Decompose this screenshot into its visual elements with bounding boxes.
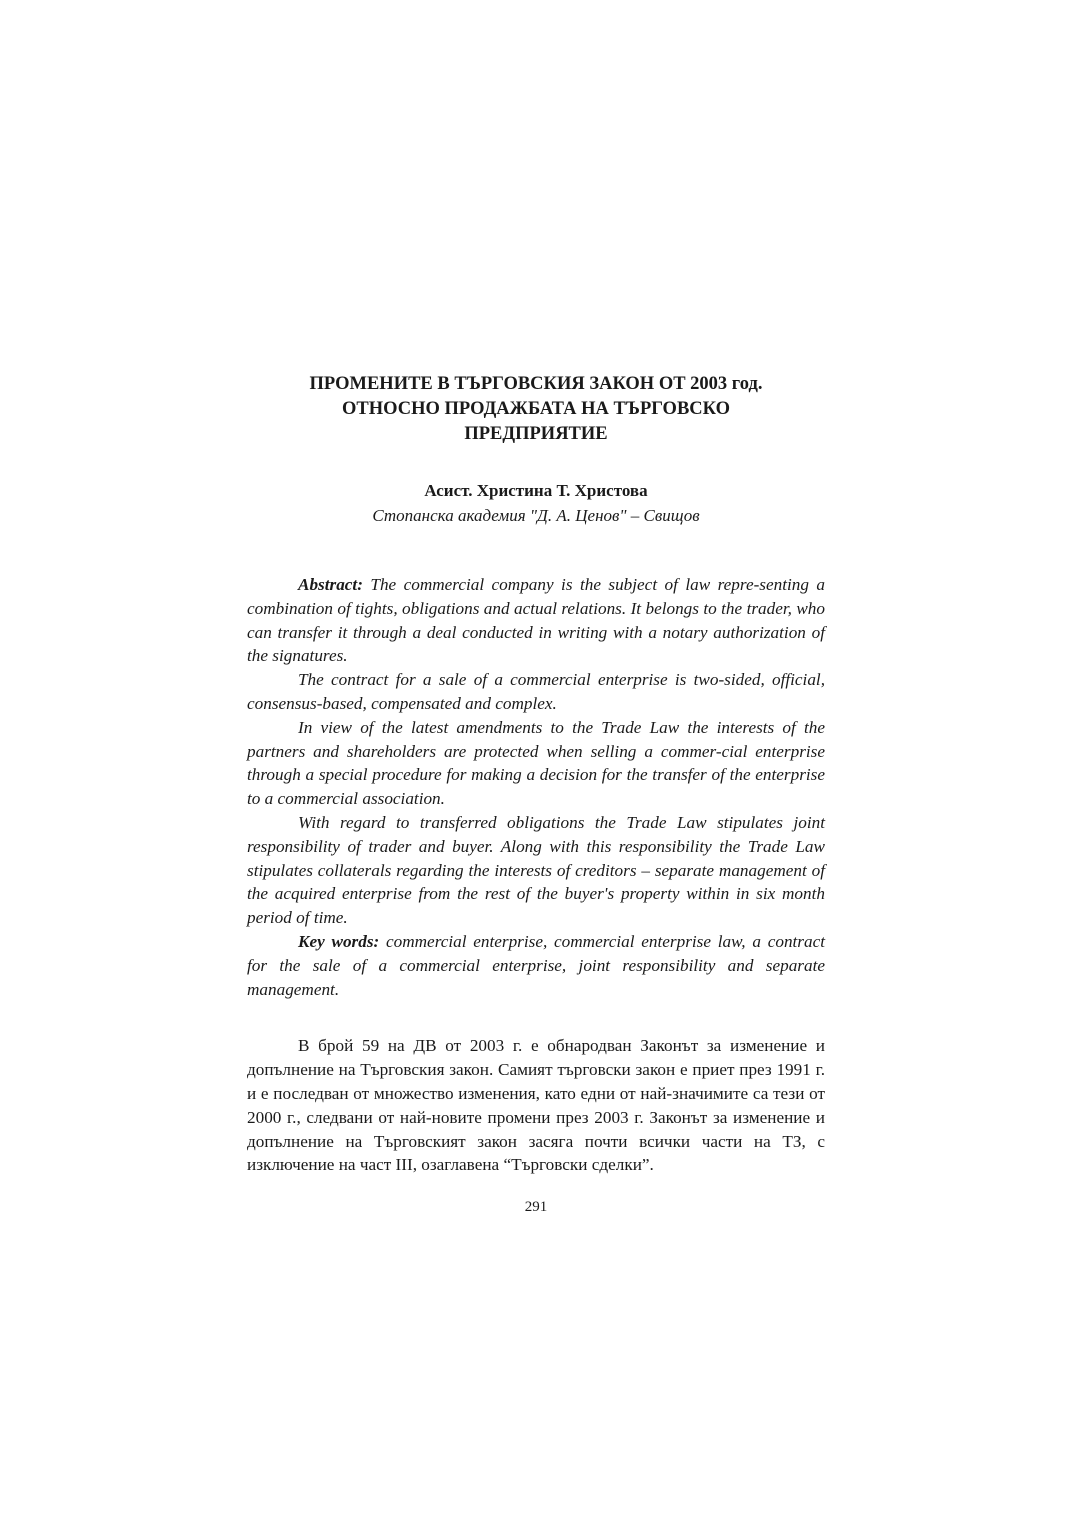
body-paragraph: В брой 59 на ДВ от 2003 г. е обнародван Законът за изменение и допълнение на Търговския закон. Самият търговски закон е приет през 1991 г. и е последван от множество изменения, като едни от най-значимите са тези от 2000 г., следвани от най-новите промени през 2003 г. Законът за изменение и допълнение на Търговският закон засяга почти всички части на ТЗ, с изключение на част III, озаглавена “Търговски сделки”. [247, 1036, 825, 1175]
page-content [247, 372, 825, 1177]
author-name: Асист. Христина Т. Христова [424, 481, 648, 500]
abstract-label: Abstract: [298, 575, 363, 594]
author-block [247, 477, 825, 528]
paper-title [247, 372, 825, 447]
keywords-label: Key words: [298, 931, 380, 951]
body-text [247, 1034, 825, 1177]
abstract-paragraph: The contract for a sale of a commercial enterprise is two-sided, official, consensus-based, compensated and complex. [247, 670, 825, 713]
abstract-text: The commercial company is the subject of law repre-senting a combination of tights, obligations and actual relations. It belongs to the trader, who can transfer it through a deal conducted in writing with a notary authorization of the signatures. [247, 575, 825, 666]
title-line-3: ПРЕДПРИЯТИЕ [464, 424, 608, 444]
keywords-text: commercial enterprise, commercial enterprise law, a contract for the sale of a commercial enterprise, joint responsibility and separate management. [247, 931, 825, 999]
page-number: 291 [524, 1199, 548, 1215]
keywords-paragraph [247, 930, 825, 1001]
title-line-2: ОТНОСНО ПРОДАЖБАТА НА ТЪРГОВСКО [342, 399, 730, 419]
abstract-paragraph [247, 573, 825, 668]
abstract-paragraph: In view of the latest amendments to the Trade Law the interests of the partners and shareholders are protected when selling a commer-cial enterprise through a special procedure for making a decision for the transfer of the enterprise to a commercial association. [247, 717, 825, 809]
abstract [247, 573, 825, 1001]
abstract-paragraph: With regard to transferred obligations the Trade Law stipulates joint responsibility of trader and buyer. Along with this responsibility the Trade Law stipulates collaterals regarding the interests of creditors – separate management of the acquired enterprise from the rest of the buyer's property within in six month period of time. [247, 812, 825, 928]
author-affiliation: Стопанска академия "Д. А. Ценов" – Свищов [372, 506, 700, 525]
title-line-1: ПРОМЕНИТЕ В ТЪРГОВСКИЯ ЗАКОН ОТ 2003 год. [309, 374, 763, 394]
